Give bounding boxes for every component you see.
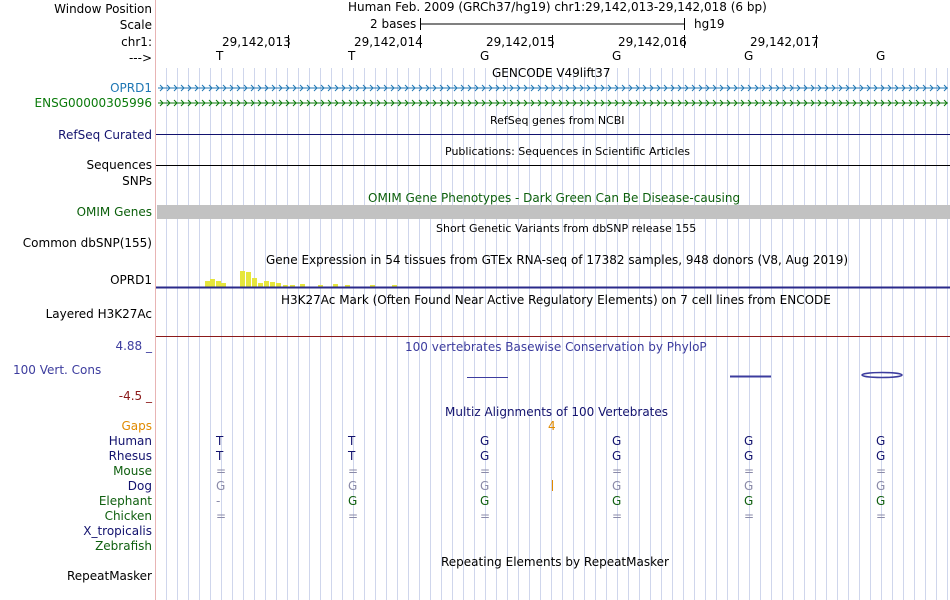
- coord-label: 29,142,015: [486, 35, 555, 49]
- refseq-track-label[interactable]: RefSeq Curated: [58, 128, 152, 142]
- species-base: G: [480, 434, 490, 448]
- species-base: =: [216, 509, 227, 523]
- species-label[interactable]: Rhesus: [108, 449, 152, 463]
- omim-track-label[interactable]: OMIM Genes: [76, 205, 152, 219]
- repeatmasker-track-label[interactable]: RepeatMasker: [66, 569, 152, 583]
- species-base: =: [480, 509, 491, 523]
- species-base: G: [876, 494, 886, 508]
- phylop-track-title: 100 vertebrates Basewise Conservation by PhyloP: [405, 340, 707, 354]
- publications-track-title: Publications: Sequences in Scientific Articles: [445, 145, 690, 158]
- coord-label: 29,142,013: [222, 35, 291, 49]
- species-label[interactable]: Zebrafish: [95, 539, 152, 553]
- ref-base: G: [744, 49, 754, 63]
- species-base: =: [612, 509, 623, 523]
- species-base: =: [744, 464, 755, 478]
- chrom-label: chr1:: [121, 35, 152, 49]
- omim-bar: [157, 205, 950, 219]
- gtex-track-title: Gene Expression in 54 tissues from GTEx RNA-seq of 17382 samples, 948 donors (V8, Aug 2019): [266, 253, 849, 267]
- species-base: G: [744, 434, 754, 448]
- ref-base: G: [480, 49, 490, 63]
- repeatmasker-track-title: Repeating Elements by RepeatMasker: [441, 555, 669, 569]
- phylop-ymax-label: 4.88 _: [115, 339, 152, 353]
- phylop-track-label[interactable]: 100 Vert. Cons: [13, 363, 102, 377]
- species-base: -: [216, 494, 221, 508]
- species-base: G: [612, 449, 622, 463]
- species-base: G: [744, 449, 754, 463]
- dbsnp-track-label[interactable]: Common dbSNP(155): [22, 236, 152, 250]
- gtex-bar: [205, 281, 210, 287]
- species-base: =: [876, 464, 887, 478]
- gtex-bar: [264, 281, 269, 287]
- species-base: G: [480, 449, 490, 463]
- gtex-bar: [246, 272, 251, 287]
- omim-track-title: OMIM Gene Phenotypes - Dark Green Can Be Disease-causing: [368, 191, 741, 205]
- gtex-bar: [216, 281, 221, 287]
- ref-base: T: [216, 49, 224, 63]
- species-label[interactable]: Chicken: [104, 509, 152, 523]
- species-label[interactable]: Elephant: [98, 494, 152, 508]
- coord-label: 29,142,017: [750, 35, 819, 49]
- snps-track-label[interactable]: SNPs: [122, 174, 152, 188]
- scale-text: 2 bases: [370, 17, 417, 31]
- species-base: =: [612, 464, 623, 478]
- species-base: G: [876, 479, 886, 493]
- gaps-label[interactable]: Gaps: [121, 419, 152, 433]
- species-base: G: [348, 494, 358, 508]
- gene-label-ensg[interactable]: ENSG00000305996: [34, 96, 152, 110]
- coord-label: 29,142,014: [354, 35, 423, 49]
- gtex-track-label[interactable]: OPRD1: [110, 273, 152, 287]
- gene-label-oprd1[interactable]: OPRD1: [110, 81, 152, 95]
- scale-label: Scale: [119, 18, 152, 32]
- strand-label: --->: [128, 51, 152, 65]
- species-label[interactable]: Dog: [127, 479, 152, 493]
- gtex-bar: [210, 279, 215, 287]
- refseq-track-title: RefSeq genes from NCBI: [490, 114, 625, 127]
- gtex-bar: [221, 283, 226, 287]
- species-base: G: [612, 494, 622, 508]
- species-label[interactable]: Human: [108, 434, 152, 448]
- species-label[interactable]: X_tropicalis: [83, 524, 152, 538]
- ref-base: G: [612, 49, 622, 63]
- multiz-track-title: Multiz Alignments of 100 Vertebrates: [445, 405, 669, 419]
- species-base: T: [348, 449, 356, 463]
- species-base: G: [876, 434, 886, 448]
- publications-track-label[interactable]: Sequences: [86, 158, 152, 172]
- gtex-bar: [270, 282, 275, 287]
- species-base: =: [876, 509, 887, 523]
- species-base: G: [612, 434, 622, 448]
- species-base: =: [744, 509, 755, 523]
- species-base: G: [480, 494, 490, 508]
- species-base: G: [612, 479, 622, 493]
- ref-base: G: [876, 49, 886, 63]
- gtex-bar: [276, 283, 281, 287]
- species-base: =: [348, 509, 359, 523]
- species-base: T: [216, 434, 224, 448]
- gap-count: 4: [548, 419, 556, 433]
- species-base: =: [480, 464, 491, 478]
- species-base: =: [348, 464, 359, 478]
- ref-base: T: [348, 49, 356, 63]
- species-base: G: [348, 479, 358, 493]
- coord-label: 29,142,016: [618, 35, 687, 49]
- window-position-label: Window Position: [54, 2, 152, 16]
- species-base: G: [744, 479, 754, 493]
- species-base: T: [216, 449, 224, 463]
- dbsnp-track-title: Short Genetic Variants from dbSNP release 155: [436, 222, 697, 235]
- window-position-title: Human Feb. 2009 (GRCh37/hg19) chr1:29,142,013-29,142,018 (6 bp): [348, 0, 767, 14]
- h3k27ac-track-title: H3K27Ac Mark (Often Found Near Active Regulatory Elements) on 7 cell lines from ENCODE: [281, 293, 831, 307]
- gencode-track-title: GENCODE V49lift37: [492, 66, 611, 80]
- species-base: T: [348, 434, 356, 448]
- species-base: G: [744, 494, 754, 508]
- species-base: G: [480, 479, 490, 493]
- species-base: G: [876, 449, 886, 463]
- h3k27ac-track-label[interactable]: Layered H3K27Ac: [45, 307, 152, 321]
- gtex-bar: [258, 283, 263, 287]
- gtex-bar: [252, 278, 257, 287]
- species-label[interactable]: Mouse: [113, 464, 152, 478]
- species-base: =: [216, 464, 227, 478]
- species-base: G: [216, 479, 226, 493]
- phylop-ymin-label: -4.5 _: [118, 389, 152, 403]
- assembly-label: hg19: [694, 17, 725, 31]
- gtex-bar: [240, 271, 245, 287]
